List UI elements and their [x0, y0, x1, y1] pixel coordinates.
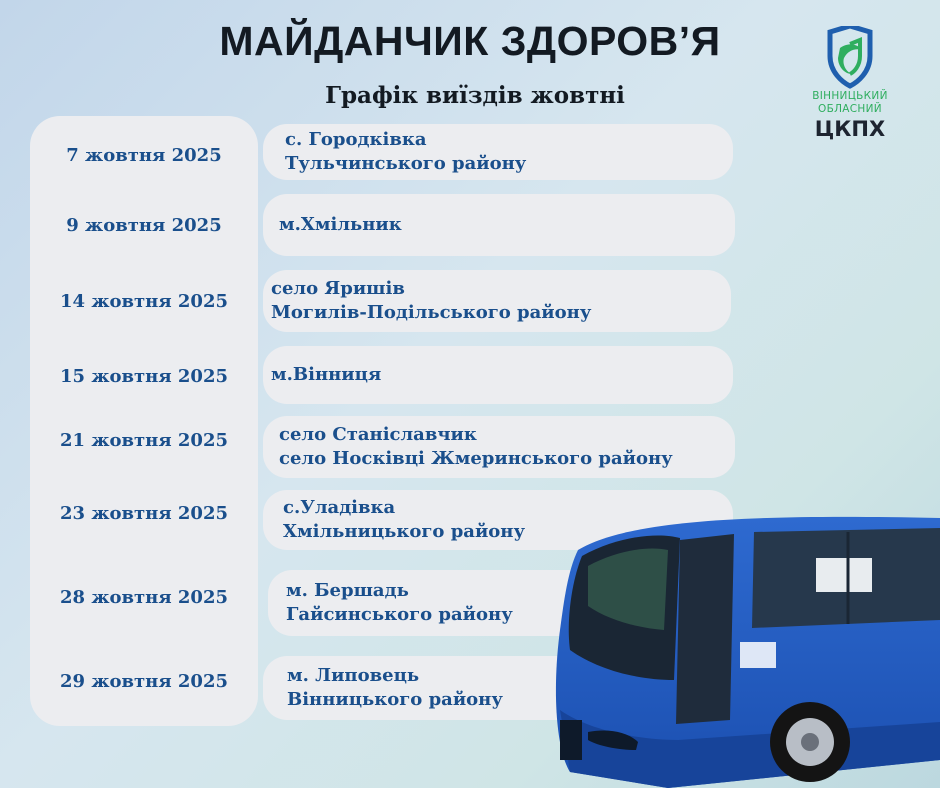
- date-label: 21 жовтня 2025: [60, 430, 228, 451]
- location-card: [263, 346, 733, 404]
- location-line1: село Станіславчик: [279, 424, 477, 445]
- location-line1: село Яришів: [271, 278, 405, 299]
- date-label: 28 жовтня 2025: [60, 587, 228, 608]
- location-card: [263, 124, 733, 180]
- date-label: 23 жовтня 2025: [60, 503, 228, 524]
- location-line2: село Носківці Жмеринського району: [279, 448, 673, 469]
- location-card: [263, 416, 735, 478]
- location-line1: м. Бершадь: [286, 580, 409, 601]
- date-label: 29 жовтня 2025: [60, 671, 228, 692]
- location-card: [263, 194, 735, 256]
- date-label: 9 жовтня 2025: [66, 215, 222, 236]
- location-line2: Хмільницького району: [283, 521, 525, 542]
- bus-image: [548, 510, 940, 788]
- location-line1: с.Уладівка: [283, 497, 396, 518]
- location-line1: м.Вінниця: [271, 364, 382, 385]
- location-line2: Гайсинського району: [286, 604, 513, 625]
- logo-abbreviation: ЦКПХ: [814, 117, 886, 141]
- date-label: 14 жовтня 2025: [60, 291, 228, 312]
- shield-logo-icon: [800, 26, 900, 90]
- location-line1: с. Городківка: [285, 129, 427, 150]
- location-line2: Вінницького району: [287, 689, 503, 710]
- logo-text-line1: ВІННИЦЬКИЙ: [812, 90, 888, 102]
- date-label: 15 жовтня 2025: [60, 366, 228, 387]
- location-line1: м. Липовець: [287, 665, 420, 686]
- location-line2: Могилів-Подільського району: [271, 302, 592, 323]
- logo-text-line2: ОБЛАСНИЙ: [818, 103, 882, 115]
- dates-column: [30, 116, 258, 726]
- page-subtitle: Графік виїздів жовтні: [325, 82, 625, 109]
- date-label: 7 жовтня 2025: [66, 145, 222, 166]
- location-line2: Тульчинського району: [285, 153, 527, 174]
- page-title: МАЙДАНЧИК ЗДОРОВ’Я: [219, 18, 721, 64]
- organization-logo: [800, 26, 900, 144]
- location-line1: м.Хмільник: [279, 214, 402, 235]
- location-card: [263, 270, 731, 332]
